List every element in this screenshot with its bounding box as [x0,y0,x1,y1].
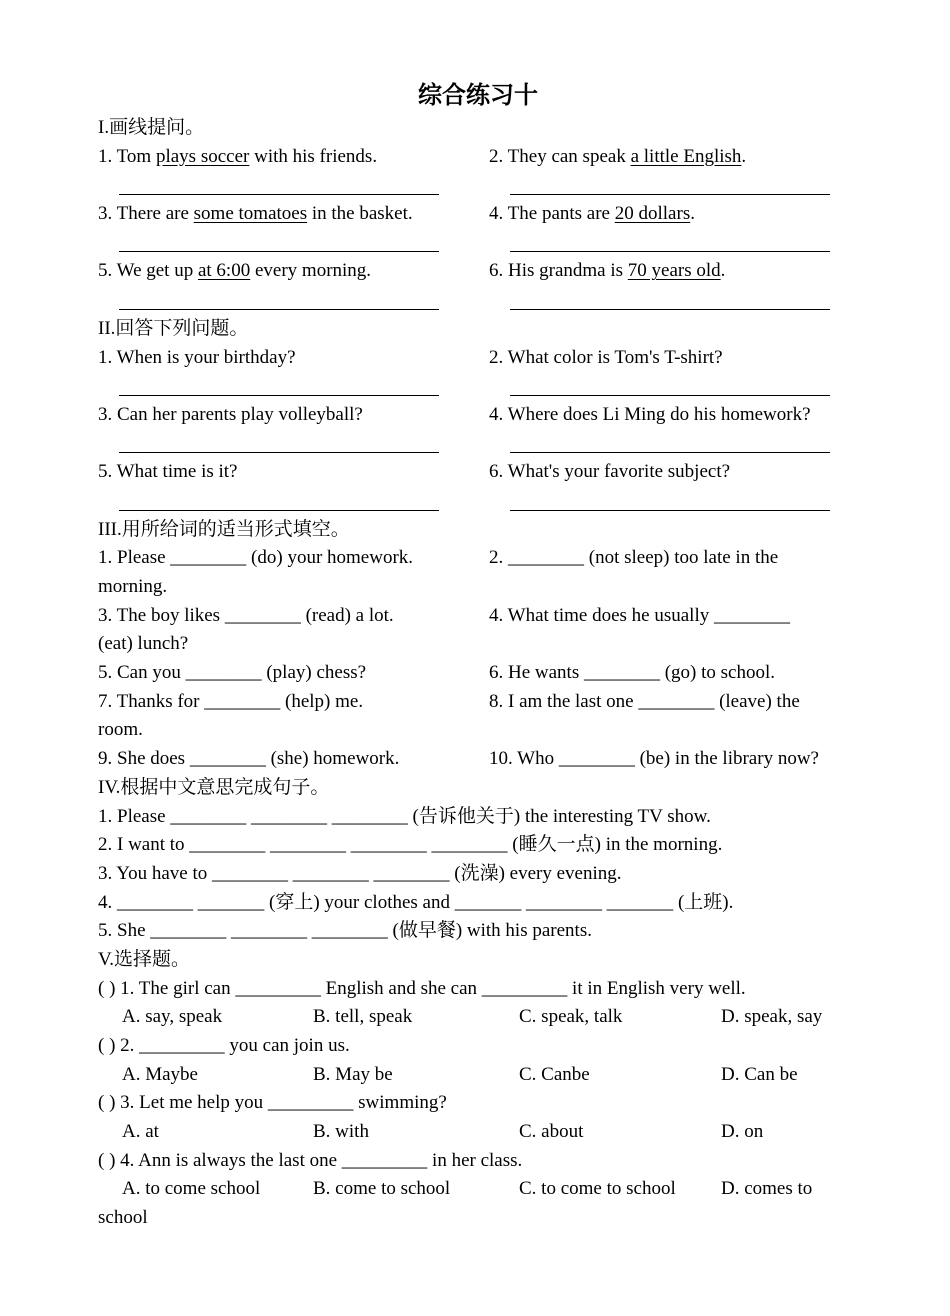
answer-row [98,372,858,401]
option-c[interactable]: C. speak, talk [519,1006,623,1028]
worksheet [98,78,858,1233]
answer-blank[interactable] [510,171,830,200]
answer-blank[interactable] [510,487,830,516]
option-a[interactable]: A. at [122,1121,159,1143]
fill-row [98,630,858,659]
section-4-heading: IV.根据中文意思完成句子。 [98,776,330,798]
choice-question: ( ) 2. _________ you can join us. [98,1035,350,1056]
question-item: 1. Tom plays soccer with his friends. [98,145,378,167]
answer-blank[interactable] [119,487,439,516]
fill-item-wrap: morning. [98,576,168,597]
option-d[interactable]: D. comes to [721,1178,813,1200]
translate-item: 2. I want to ________ ________ ________ ________ (睡久一点) in the morning. [98,834,723,856]
option-wrap: school [98,1207,148,1229]
fill-item: 5. Can you ________ (play) chess? [98,662,367,684]
answer-blank[interactable] [510,372,830,401]
answer-blank[interactable] [119,430,439,459]
option-d[interactable]: D. Can be [721,1063,798,1085]
option-b[interactable]: B. tell, speak [313,1006,413,1028]
option-c[interactable]: C. about [519,1121,584,1143]
question-item: 1. When is your birthday? [98,346,296,368]
option-b[interactable]: B. May be [313,1063,393,1085]
question-row [98,257,858,286]
translate-item: 1. Please ________ ________ ________ (告诉他关于) the interesting TV show. [98,805,711,827]
answer-blank[interactable] [119,286,439,315]
question-item: 2. They can speak a little English. [489,145,747,167]
underlined-phrase: at 6:00 [197,260,251,282]
section-5-heading: V.选择题。 [98,948,191,970]
underlined-phrase: 70 years old [627,260,721,282]
underlined-phrase: some tomatoes [193,203,308,225]
answer-blank[interactable] [510,286,830,315]
question-item: 3. Can her parents play volleyball? [98,403,363,425]
underlined-phrase: plays soccer [155,145,250,167]
question-row [98,458,858,487]
translate-item: 3. You have to ________ ________ ________ (洗澡) every evening. [98,862,622,884]
fill-row [98,688,858,717]
fill-item-wrap: (eat) lunch? [98,633,189,655]
question-item: 3. There are some tomatoes in the basket. [98,203,413,225]
option-a[interactable]: A. Maybe [122,1063,198,1085]
option-b[interactable]: B. come to school [313,1178,451,1200]
answer-blank[interactable] [119,171,439,200]
option-a[interactable]: A. say, speak [122,1006,223,1028]
question-row [98,143,858,172]
section-2-heading: II.回答下列问题。 [98,317,249,339]
answer-row [98,171,858,200]
question-item: 4. Where does Li Ming do his homework? [489,403,811,425]
fill-item: 1. Please ________ (do) your homework. [98,547,414,569]
fill-row [98,544,858,573]
section-3-heading: III.用所给词的适当形式填空。 [98,518,350,540]
option-c[interactable]: C. to come to school [519,1178,676,1200]
answer-row [98,229,858,258]
question-item: 6. His grandma is 70 years old. [489,260,726,282]
underlined-phrase: 20 dollars [614,203,691,225]
fill-row [98,659,858,688]
fill-item: 7. Thanks for ________ (help) me. [98,690,364,712]
choice-question: ( ) 4. Ann is always the last one _________ in her class. [98,1149,523,1171]
translate-item: 5. She ________ ________ ________ (做早餐) with his parents. [98,920,592,942]
answer-blank[interactable] [119,229,439,258]
option-a[interactable]: A. to come school [122,1178,261,1200]
question-item: 2. What color is Tom's T-shirt? [489,346,723,368]
question-row [98,344,858,373]
fill-row [98,716,858,745]
options-row [98,1118,858,1147]
section-1-heading: I.画线提问。 [98,117,205,138]
fill-item-wrap: room. [98,719,143,741]
choice-question: ( ) 3. Let me help you _________ swimming? [98,1092,447,1114]
question-item: 6. What's your favorite subject? [489,461,731,483]
fill-row [98,745,858,774]
translate-item: 4. ________ _______ (穿上) your clothes and _______ ________ _______ (上班). [98,891,734,913]
answer-row [98,286,858,315]
options-row [98,1175,858,1204]
option-d[interactable]: D. speak, say [721,1006,823,1028]
question-item: 5. What time is it? [98,461,238,483]
fill-row [98,573,858,602]
answer-row [98,430,858,459]
underlined-phrase: a little English [630,145,742,167]
page-title: 综合练习十 [418,83,538,109]
fill-item: 2. ________ (not sleep) too late in the [489,547,779,569]
question-row [98,200,858,229]
options-row [98,1061,858,1090]
question-item: 5. We get up at 6:00 every morning. [98,260,372,282]
options-row [98,1003,858,1032]
option-d[interactable]: D. on [721,1121,764,1143]
answer-row [98,487,858,516]
question-row [98,401,858,430]
answer-blank[interactable] [119,372,439,401]
choice-question: ( ) 1. The girl can _________ English and she can _________ it in English very well. [98,977,746,999]
fill-item: 6. He wants ________ (go) to school. [489,662,776,684]
answer-blank[interactable] [510,430,830,459]
option-b[interactable]: B. with [313,1121,369,1143]
fill-item: 4. What time does he usually ________ [489,604,790,626]
fill-item: 3. The boy likes ________ (read) a lot. [98,604,394,626]
question-item: 4. The pants are 20 dollars. [489,203,695,225]
fill-item: 8. I am the last one ________ (leave) the [489,690,800,712]
fill-item: 9. She does ________ (she) homework. [98,748,400,770]
fill-item: 10. Who ________ (be) in the library now? [489,748,819,770]
fill-row [98,602,858,631]
answer-blank[interactable] [510,229,830,258]
option-c[interactable]: C. Canbe [519,1063,590,1085]
